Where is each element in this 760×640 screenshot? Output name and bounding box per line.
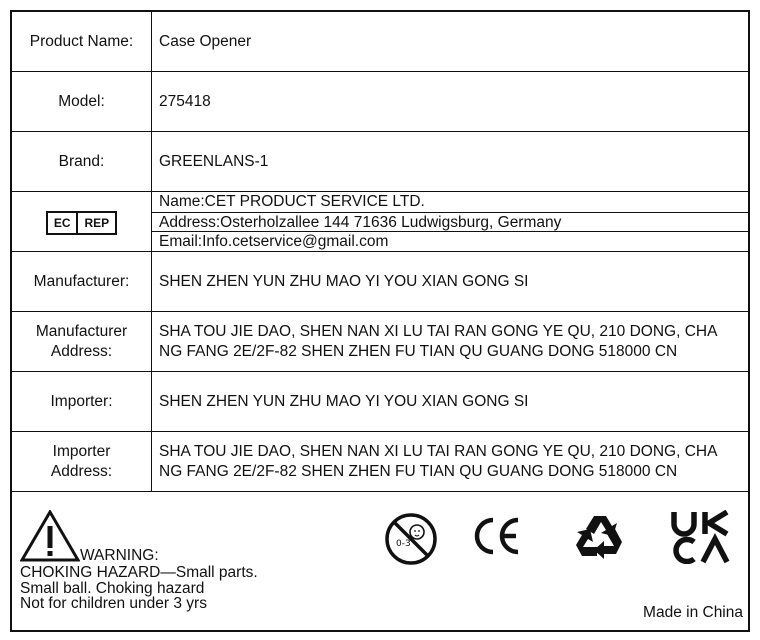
product-name-value: Case Opener (152, 12, 749, 72)
importer-value: SHEN ZHEN YUN ZHU MAO YI YOU XIAN GONG SI (152, 372, 749, 432)
ce-mark-icon (474, 514, 524, 558)
manufacturer-address-label-line2: Address: (50, 342, 113, 360)
row-model (12, 72, 748, 132)
brand-value: GREENLANS-1 (152, 132, 749, 192)
manufacturer-address-line2: NG FANG 2E/2F-82 SHEN ZHEN FU TIAN QU GUANG DONG 518000 CN (159, 342, 678, 360)
row-importer-address (12, 432, 748, 492)
ec-text: EC (53, 215, 71, 230)
model-value: 275418 (152, 72, 749, 132)
warning-line1: CHOKING HAZARD—Small parts. (20, 564, 258, 581)
manufacturer-address-value (152, 312, 749, 372)
rep-text: REP (76, 213, 115, 233)
importer-address-label-line2: Address: (50, 462, 113, 480)
age-label: 0-3 (396, 539, 411, 549)
brand-label: Brand: (12, 132, 152, 192)
row-importer (12, 372, 748, 432)
row-brand (12, 132, 748, 192)
importer-address-value (152, 432, 749, 492)
importer-label: Importer: (12, 372, 152, 432)
row-product-name (12, 12, 748, 72)
importer-address-label-line1: Importer (52, 442, 111, 460)
manufacturer-address-line1: SHA TOU JIE DAO, SHEN NAN XI LU TAI RAN GONG YE QU, 210 DONG, CHA (159, 322, 718, 340)
row-manufacturer (12, 252, 748, 312)
ec-rep-address: Address:Osterholzallee 144 71636 Ludwigsburg, Germany (152, 212, 748, 232)
manufacturer-value: SHEN ZHEN YUN ZHU MAO YI YOU XIAN GONG SI (152, 252, 749, 312)
manufacturer-address-label (12, 312, 152, 372)
ec-rep-name: Name:CET PRODUCT SERVICE LTD. (159, 193, 425, 211)
importer-address-line1: SHA TOU JIE DAO, SHEN NAN XI LU TAI RAN GONG YE QU, 210 DONG, CHA (159, 442, 718, 460)
ec-rep-label (12, 192, 152, 252)
warning-line3: Not for children under 3 yrs (20, 595, 207, 612)
ukca-mark-icon (669, 510, 731, 564)
recycle-icon (572, 512, 628, 562)
importer-address-line2: NG FANG 2E/2F-82 SHEN ZHEN FU TIAN QU GUANG DONG 518000 CN (159, 462, 678, 480)
info-table (12, 12, 748, 492)
row-manufacturer-address (12, 312, 748, 372)
model-label: Model: (12, 72, 152, 132)
ec-rep-email: Email:Info.cetservice@gmail.com (152, 231, 748, 251)
made-in-text: Made in China (643, 604, 743, 621)
ec-rep-details (152, 192, 749, 252)
importer-address-label (12, 432, 152, 492)
compliance-area (12, 492, 748, 630)
product-label (10, 10, 750, 632)
row-ec-rep (12, 192, 748, 252)
not-for-under-3-icon (384, 512, 438, 566)
ec-rep-badge (46, 211, 117, 235)
warning-title: WARNING: (80, 547, 159, 564)
warning-text (20, 565, 258, 612)
product-name-label: Product Name: (12, 12, 152, 72)
manufacturer-label: Manufacturer: (12, 252, 152, 312)
warning-line2: Small ball. Choking hazard (20, 579, 205, 597)
warning-triangle-icon (20, 510, 80, 562)
manufacturer-address-label-line1: Manufacturer (35, 322, 128, 340)
